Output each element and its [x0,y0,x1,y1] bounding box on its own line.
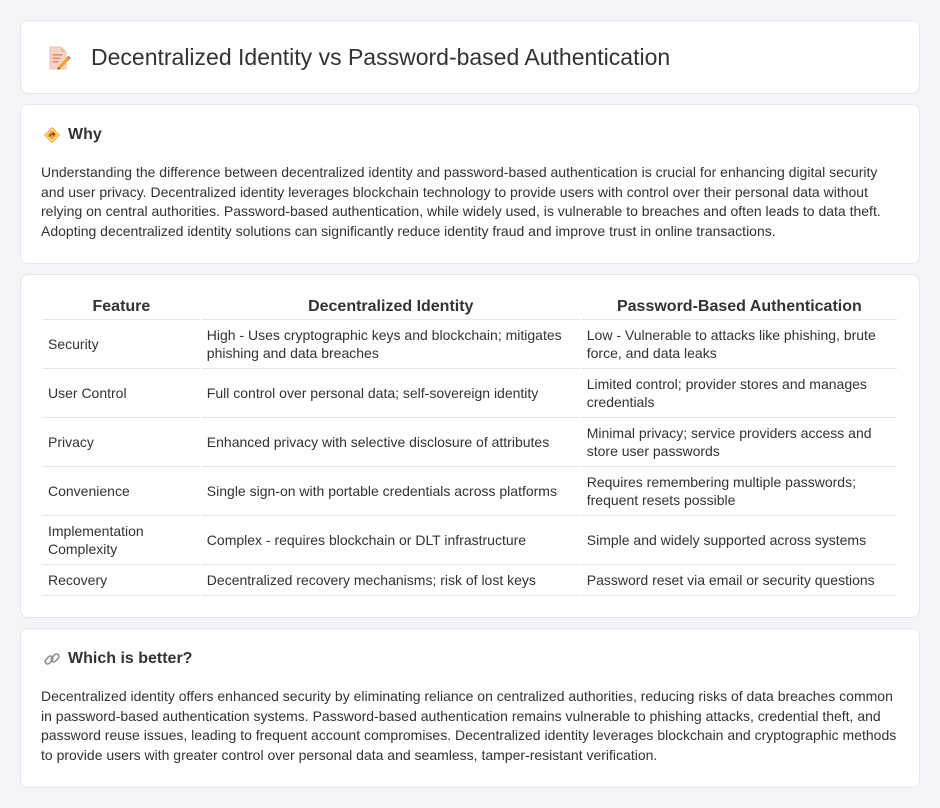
why-heading: Why [68,126,102,143]
decentralized-cell: Enhanced privacy with selective disclosure of attributes [202,418,580,467]
why-text: Understanding the difference between decentralized identity and password-based authentication is crucial for enhancing digital security and user privacy. Decentralized identity leverages blockchain technology to provide users with control over their personal data without relying on central authorities. Password-based authentication, while widely used, is vulnerable to breaches and often leads to data theft. Adopting decentralized identity solutions can significantly reduce identity fraud and improve trust in online transactions. [41,164,881,239]
comparison-card [20,274,920,618]
header-feature: Feature [43,296,200,320]
comparison-table [41,296,899,596]
decentralized-cell: High - Uses cryptographic keys and blockchain; mitigates phishing and data breaches [202,320,580,369]
decentralized-cell: Full control over personal data; self-sovereign identity [202,369,580,418]
which-is-better-card [20,628,920,788]
password-cell: Requires remembering multiple passwords; frequent resets possible [582,467,897,516]
document-pencil-icon [45,45,71,71]
table-row [43,516,897,565]
decentralized-cell: Decentralized recovery mechanisms; risk of lost keys [202,565,580,596]
page-title: Decentralized Identity vs Password-based Authentication [91,44,671,70]
header-password-based-authentication: Password-Based Authentication [582,296,897,320]
better-heading: Which is better? [68,650,193,667]
feature-cell: Privacy [43,418,200,467]
table-row [43,369,897,418]
feature-cell: Security [43,320,200,369]
feature-cell: Recovery [43,565,200,596]
better-text: Decentralized identity offers enhanced security by eliminating reliance on centralized authorities, reducing risks of data breaches common in password-based authentication systems. Password-based authentication remains vulnerable to phishing attacks, credential theft, and password reuse issues, leading to frequent account compromises. Decentralized identity leverages blockchain and cryptographic methods to provide users with greater control over personal data and seamless, tamper-resistant verification. [41,688,897,763]
why-card [20,104,920,264]
table-row [43,565,897,596]
feature-cell: User Control [43,369,200,418]
better-heading-row [43,650,192,668]
feature-cell: Implementation Complexity [43,516,200,565]
table-row [43,467,897,516]
title-card [20,20,920,94]
table-header-row [43,296,897,320]
password-cell: Simple and widely supported across systems [582,516,897,565]
link-icon [43,650,61,668]
title-row [45,44,670,71]
password-cell: Password reset via email or security questions [582,565,897,596]
decentralized-cell: Single sign-on with portable credentials across platforms [202,467,580,516]
table-row [43,418,897,467]
feature-cell: Convenience [43,467,200,516]
why-heading-row [43,126,102,144]
password-cell: Limited control; provider stores and manages credentials [582,369,897,418]
diamond-road-sign-icon [43,126,61,144]
table-row [43,320,897,369]
password-cell: Minimal privacy; service providers access and store user passwords [582,418,897,467]
header-decentralized-identity: Decentralized Identity [202,296,580,320]
decentralized-cell: Complex - requires blockchain or DLT infrastructure [202,516,580,565]
password-cell: Low - Vulnerable to attacks like phishing, brute force, and data leaks [582,320,897,369]
